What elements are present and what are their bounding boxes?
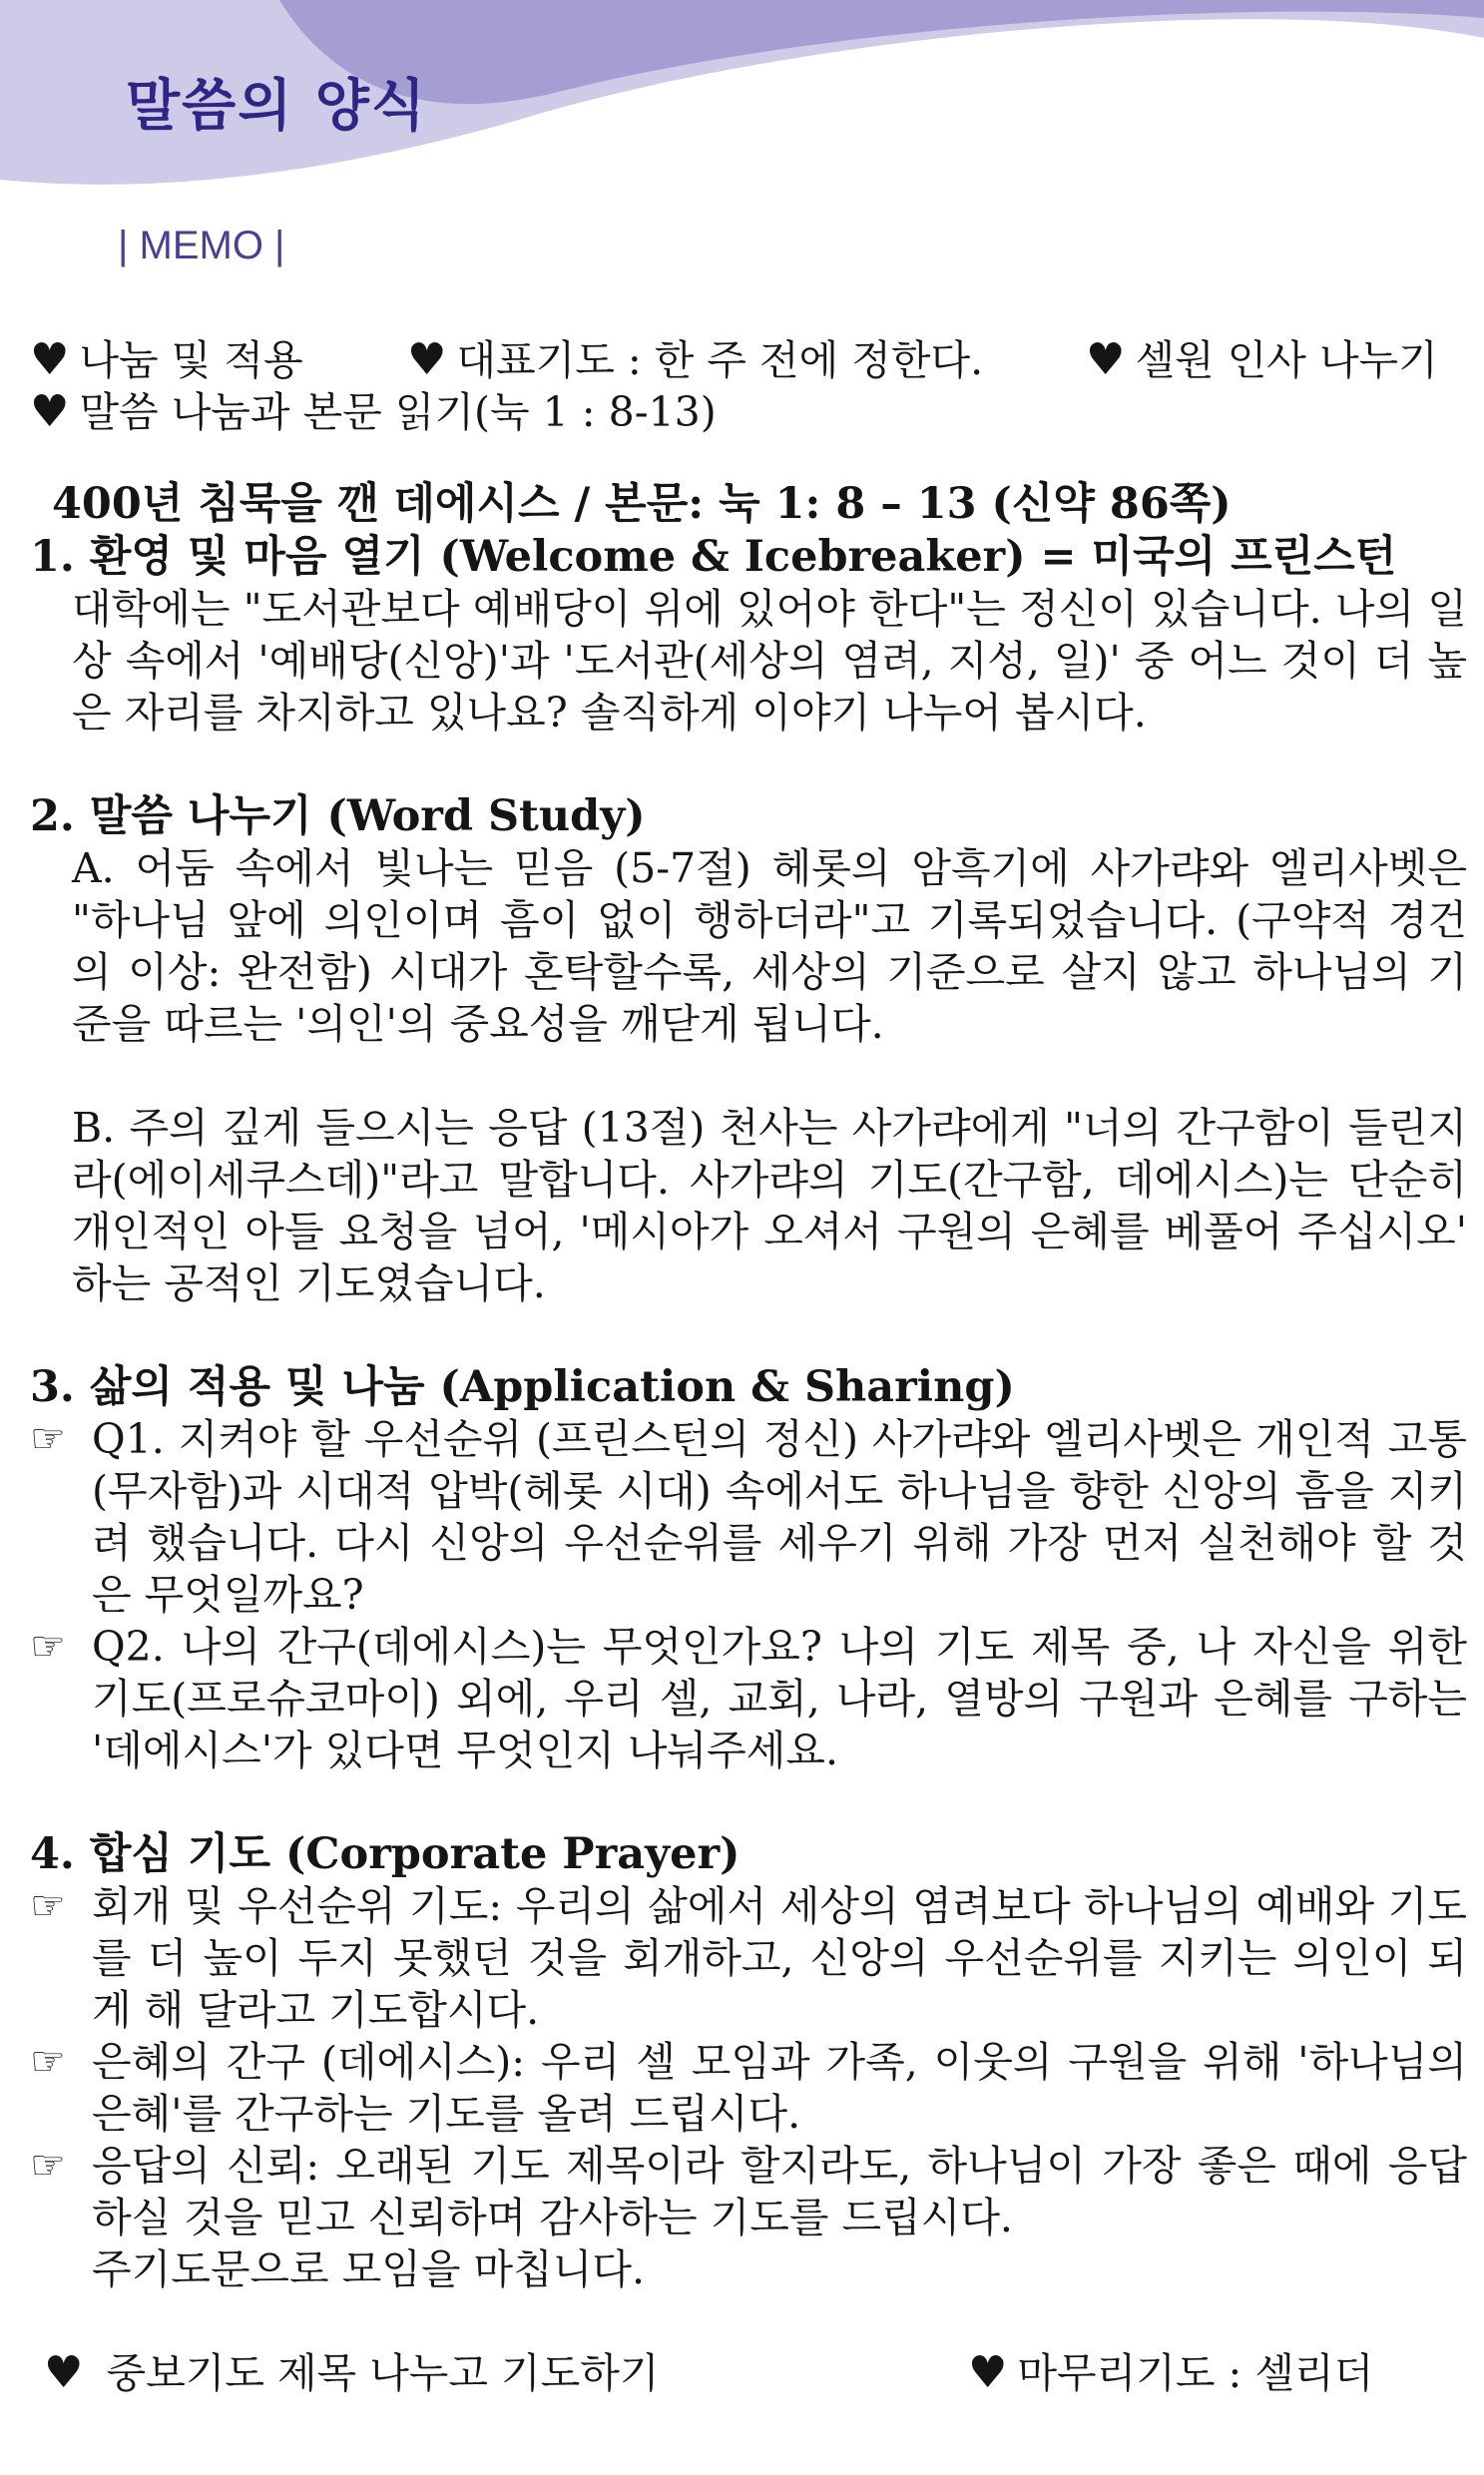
heart-icon: ♥ [30,334,70,385]
heart-icon: ♥ [968,2347,1008,2398]
page-title: 말씀의 양식 [126,74,427,139]
footer-intercession: ♥ 중보기도 제목 나누고 기도하기 [44,2347,660,2398]
prayer-item: ☞ 회개 및 우선순위 기도: 우리의 삶에서 세상의 염려보다 하나님의 예배와 기도를 더 높이 두지 못했던 것을 회개하고, 신앙의 우선순위를 지키는 의인이 되게 해 달라고 기도합시다. [30,1882,1467,2034]
section-paragraph: B. 주의 깊게 들으시는 응답 (13절) 천사는 사가랴에게 "너의 간구함이 들린지라(에이세쿠스데)"라고 말합니다. 사가랴의 기도(간구함, 데에시스)는 단순히 개인적인 아들 요청을 넘어, '메시아가 오셔서 구원의 은혜를 베풀어 주십시오' 하는 공적인 기도였습니다. [72,1104,1467,1307]
pointing-hand-icon: ☞ [30,2143,66,2189]
memo-label: | MEMO | [118,224,285,267]
order-item-prayer: ♥ 대표기도 : 한 주 전에 정한다. [407,334,984,385]
heart-icon: ♥ [30,386,70,437]
question-item: ☞ Q1. 지켜야 할 우선순위 (프린스턴의 정신) 사가랴와 엘리사벳은 개인적 고통(무자함)과 시대적 압박(헤롯 시대) 속에서도 하나님을 향한 신앙의 흠을 지키려 했습니다. 다시 신앙의 우선순위를 세우기 위해 가장 먼저 실천해야 할 것은 무엇일까요? [30,1415,1467,1619]
section-paragraph: 대학에는 "도서관보다 예배당이 위에 있어야 한다"는 정신이 있습니다. 나의 일상 속에서 '예배당(신앙)'과 '도서관(세상의 염려, 지성, 일)' 중 어느 것이 더 높은 자리를 차지하고 있나요? 솔직하게 이야기 나누어 봅시다. [72,585,1467,737]
order-item-reading: ♥ 말씀 나눔과 본문 읽기(눅 1 : 8-13) [30,386,717,437]
question-item: ☞ Q2. 나의 간구(데에시스)는 무엇인가요? 나의 기도 제목 중, 나 자신을 위한 기도(프로슈코마이) 외에, 우리 셀, 교회, 나라, 열방의 구원과 은혜를 구하는 '데에시스'가 있다면 무엇인지 나눠주세요. [30,1623,1467,1774]
heart-icon: ♥ [44,2347,84,2398]
sermon-subtitle: 400년 침묵을 깬 데에시스 / 본문: 눅 1: 8 – 13 (신약 86쪽) [52,479,1232,529]
section-title: 1. 환영 및 마음 열기 (Welcome & Icebreaker) = 미국의 프린스턴 [30,532,1397,582]
heart-icon: ♥ [407,334,447,385]
pointing-hand-icon: ☞ [30,1416,66,1462]
prayer-item: ☞ 응답의 신뢰: 오래된 기도 제목이라 할지라도, 하나님이 가장 좋은 때에 응답하실 것을 믿고 신뢰하며 감사하는 기도를 드립시다. [30,2142,1467,2241]
order-item-sharing: ♥ 나눔 및 적용 [30,334,303,385]
section-title: 2. 말씀 나누기 (Word Study) [30,791,646,841]
closing-line: 주기도문으로 모임을 마칩니다. [92,2245,645,2293]
section-paragraph: A. 어둠 속에서 빛나는 믿음 (5-7절) 헤롯의 암흑기에 사가랴와 엘리사벳은 "하나님 앞에 의인이며 흠이 없이 행하더라"고 기록되었습니다. (구약적 경건의 이상: 완전함) 시대가 혼탁할수록, 세상의 기준으로 살지 않고 하나님의 기준을 따르는 '의인'의 중요성을 깨닫게 됩니다. [72,844,1467,1048]
pointing-hand-icon: ☞ [30,1883,66,1929]
pointing-hand-icon: ☞ [30,1624,66,1670]
section-title: 4. 합심 기도 (Corporate Prayer) [30,1829,741,1879]
pointing-hand-icon: ☞ [30,2039,66,2085]
main-content [30,477,1467,2295]
order-item-greeting: ♥ 셀원 인사 나누기 [1086,334,1438,385]
prayer-item: ☞ 은혜의 간구 (데에시스): 우리 셀 모임과 가족, 이웃의 구원을 위해 '하나님의 은혜'를 간구하는 기도를 올려 드립시다. [30,2038,1467,2138]
footer-closing-prayer: ♥ 마무리기도 : 셀리더 [968,2347,1374,2398]
heart-icon: ♥ [1086,334,1126,385]
section-title: 3. 삶의 적용 및 나눔 (Application & Sharing) [30,1362,1015,1412]
